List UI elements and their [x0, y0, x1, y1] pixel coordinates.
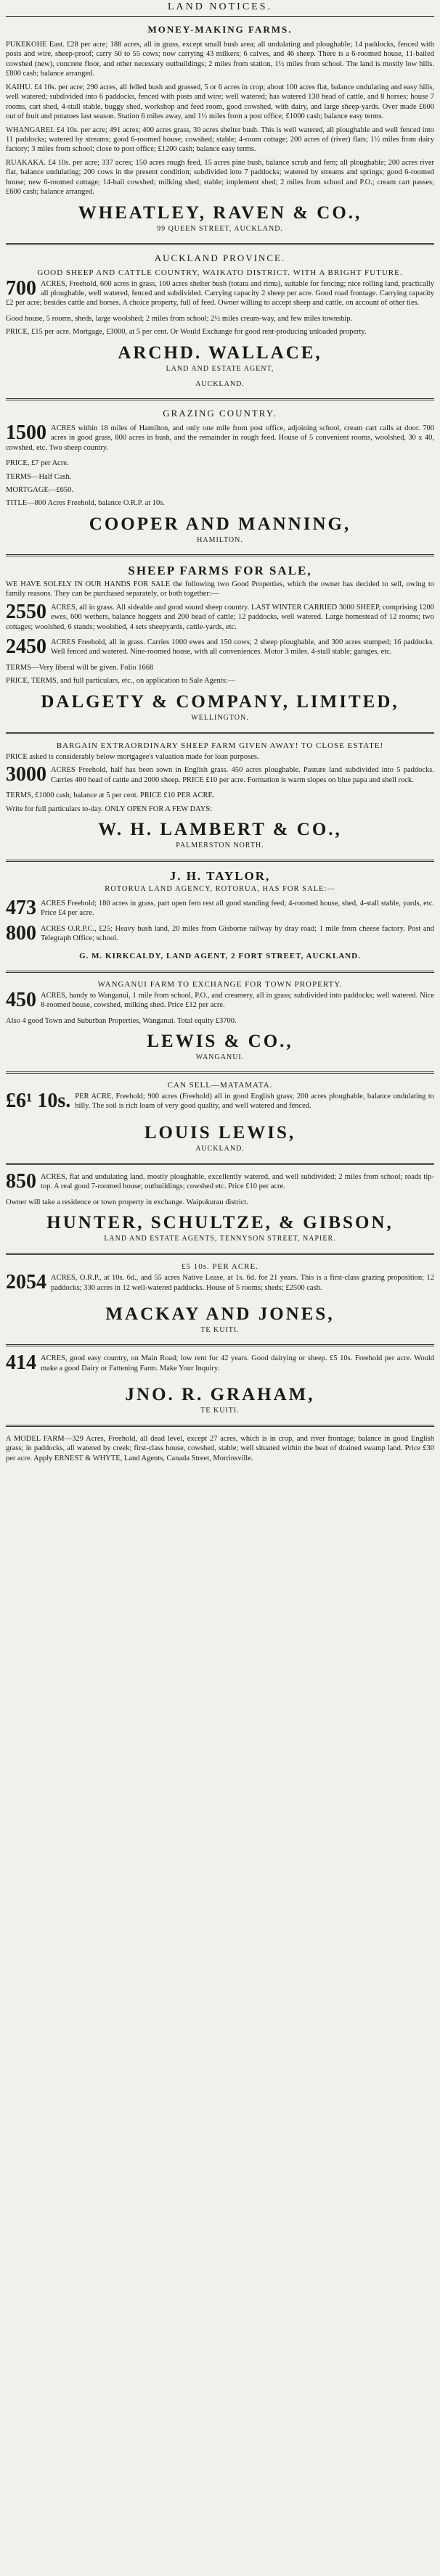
agent-name: COOPER AND MANNING,	[89, 514, 351, 534]
listing-text: Good house, 5 rooms, sheds, large woolshed; 2 miles from school; 2½ miles cream-way, and few miles township.	[6, 314, 353, 323]
footer-text: PRICE, TERMS, and full particulars, etc., on application to Sale Agents:—	[6, 677, 236, 686]
write-text: Write for full particulars to-day. ONLY OPEN FOR A FEW DAYS:	[6, 805, 213, 813]
divider	[6, 1071, 434, 1074]
ad-auckland-province	[6, 252, 434, 388]
listing-text: RUAKAKA. £4 10s. per acre; 337 acres; 150 acres rough feed, 15 acres pine bush, balance scrub and fern; all ploughable; 200 acres river flat, balance undulating; 200 cows in the present condition; subdivided into 7 paddocks; watered by streams and springs; good 6-roomed house; new 6-roomed cottage; 14-bail cowshed; milking shed; stable; implement shed; 2 miles from school and P.O.; cream cart passes; £600 cash; balance arranged.	[6, 158, 434, 197]
agent-location: AUCKLAND.	[195, 1144, 245, 1153]
header-title: LAND NOTICES.	[168, 1, 272, 12]
listing-text: PUKEKOHE East. £28 per acre; 188 acres, all in grass, except small bush area; all undulating and ploughable; 14 paddocks, fenced with posts and wire, sheep-proof; carry 50 to 55 cows; now carrying 43 milkers; 6 calves, and 46 sheep. There is a 6-roomed house, 11-bailed cowshed (new), concrete floor, and other necessary outbuildings; 2 miles from station, 1½ miles from school. The land is mostly low hills. £800 cash; balance arranged.	[6, 41, 434, 78]
section-title: GRAZING COUNTRY.	[163, 407, 277, 419]
listing-text: KAIHU. £4 10s. per acre; 290 acres, all felled bush and grassed, 5 or 6 acres in crop; about 100 acres flat, balance undulating and easy hills, well watered; subdivided into 6 paddocks, fenced with posts and wire; well watered; has watered 130 head of cattle, and 8 horses; house 7 rooms, cart shed, 4-stall stable, buggy shed, workshop and feed room, good cowshed, with dairy, and large sheep-yards. Over made £600 out of fruit and potatoes last season. Station 6 miles away, and 1½ miles from a post office; £1000 cash; balance easy terms.	[6, 83, 434, 121]
listing-text: ACRES, O.R.P., at 10s. 6d., and 55 acres Native Lease, at 1s. 6d. for 21 years. This is a first-class grazing proposition; 12 paddocks; 330 acres in 12 well-watered paddocks. House of 5 rooms; sheds; £2500 cash.	[51, 1274, 434, 1292]
intro-text: WE HAVE SOLELY IN OUR HANDS FOR SALE the following two Good Properties, which the owner has decided to sell, owing to family reasons. They can be purchased separately, or both together:—	[6, 580, 434, 598]
divider	[6, 1253, 434, 1255]
divider	[6, 971, 434, 973]
listing-text: ACRES, good easy country, on Main Road; low rent for 42 years. Good dairying or sheep. £5 10s. Freehold per acre. Would make a good Dairy or Fattening Farm. Make Your Inquiry.	[41, 1354, 434, 1373]
acreage-number: 3000	[6, 763, 46, 786]
section-title: £5 10s. PER ACRE.	[182, 1262, 258, 1272]
acreage-number: 2450	[6, 635, 46, 658]
section-title: MONEY-MAKING FARMS.	[147, 24, 293, 35]
title-text: TITLE—800 Acres Freehold, balance O.R.P. at 10s.	[6, 499, 165, 508]
divider	[6, 860, 434, 862]
acreage-number: 450	[6, 988, 36, 1011]
agent-name: MACKAY AND JONES,	[105, 1304, 335, 1325]
agent-location: WANGANUI.	[195, 1053, 245, 1061]
listing-text: ACRES O.R.P.C., £25; Heavy bush land, 20 miles from Gisborne railway by dray road; 1 mile from cheese factory. Post and Telegraph Office; school.	[41, 924, 434, 943]
agent-name: LEWIS & CO.,	[147, 1032, 293, 1051]
ad-te-kuiti-1	[6, 1262, 434, 1334]
agent-location: HAMILTON.	[197, 535, 243, 544]
agent-name: LOUIS LEWIS,	[144, 1122, 296, 1143]
section-subtitle: GOOD SHEEP AND CATTLE COUNTRY, WAIKATO DISTRICT. WITH A BRIGHT FUTURE.	[37, 268, 403, 277]
ad-bargain	[6, 741, 434, 849]
listing-text: ACRES Freehold; 180 acres in grass, part open fern rest all good standing feed; 4-roomed house, shed, 4-stall stable, yards, etc. Price £4 per acre.	[41, 899, 434, 918]
agent-location: WELLINGTON.	[191, 713, 249, 722]
section-title: WANGANUI FARM TO EXCHANGE FOR TOWN PROPERTY.	[97, 979, 343, 989]
ad-matamata	[6, 1081, 434, 1153]
listing-text: ACRES, all in grass. All sideable and good sound sheep country. LAST WINTER CARRIED 3000 SHEEP, comprising 1200 ewes, 600 wethers, balance hoggets and 200 head of cattle; 12 paddocks, well watered. Large homestead of 12 rooms; two cottages; woolshed, 6 stands; woolshed, 4 sets sheepyards, cattle-yards, etc.	[6, 603, 434, 631]
agent-name: HUNTER, SCHULTZE, & GIBSON,	[46, 1213, 394, 1233]
listing-text: ACRES, handy to Wanganui, 1 mile from school, P.O., and creamery, all in grass; subdivided into paddocks; well watered. Nice 8-roomed house, cowshed, milking shed. Price £12 per acre.	[41, 991, 434, 1010]
agent-subtitle: ROTORUA LAND AGENCY, ROTORUA, HAS FOR SALE:—	[105, 884, 335, 893]
divider	[6, 398, 434, 400]
agent-name: WHEATLEY, RAVEN & CO.,	[78, 202, 362, 223]
listing-text: ACRES, flat and undulating land, mostly ploughable, excellently watered, and well subdivided; 2 miles from school; roads tip-top. A real good 7-roomed house; outbuildings; cowshed etc. Price £10 per acre.	[41, 1172, 434, 1191]
acreage-number: 2054	[6, 1271, 46, 1294]
acreage-number: 700	[6, 276, 36, 300]
acreage-number: 2550	[6, 600, 46, 623]
agent-name: DALGETY & COMPANY, LIMITED,	[41, 691, 399, 712]
divider	[6, 243, 434, 245]
agent-line: G. M. KIRKCALDY, LAND AGENT, 2 FORT STREET, AUCKLAND.	[79, 951, 361, 960]
terms-text: TERMS, £1000 cash; balance at 5 per cent. PRICE £10 PER ACRE.	[6, 791, 215, 800]
listing-text: Owner will take a residence or town property in exchange. Waipukurau district.	[6, 1198, 248, 1206]
divider	[6, 554, 434, 556]
acreage-number: 473	[6, 896, 36, 919]
ad-te-kuiti-2	[6, 1351, 434, 1415]
agent-subtitle: LAND AND ESTATE AGENT,	[166, 364, 274, 373]
agent-location: TE KUITI.	[200, 1326, 240, 1335]
terms-text: TERMS—Very liberal will be given. Folio 1668	[6, 663, 154, 672]
listing-text: ACRES within 18 miles of Hamilton, and only one mile from post office, adjoining school, cream cart calls at door. 700 acres in good grass, 800 acres in bush, and the remainder in rough feed. House of 5 convenient rooms, woolshed, 30 x 40, cowshed, etc. Two sheep country.	[6, 424, 434, 452]
listing-text: WHANGAREI. £4 10s. per acre; 491 acres; 400 acres grass, 30 acres shelter bush. This is well watered, all ploughable and well fenced into 11 paddocks; watered by streams; good 6-roomed house; cowshed; stable; 4-room cottage; 200 acres of (river) flats; 1½ miles from dairy factory; 3 miles from school; close to post office; £1200 cash; balance easy terms.	[6, 125, 434, 154]
listing-text: PRICE asked is considerably below mortgagee's valuation made for loan purposes.	[6, 752, 259, 761]
acreage-number: 800	[6, 921, 36, 945]
agent-name: ARCHD. WALLACE,	[118, 342, 322, 363]
listing-text: ACRES Freehold, half has been sown in English grass. 450 acres ploughable. Pasture land subdivided into 5 paddocks. Carries 400 head of cattle and 2000 sheep. PRICE £10 per acre. Formation is warm slopes on blue papa and shell rock.	[51, 766, 434, 784]
ad-model-farm	[6, 1434, 434, 1463]
price-text: PRICE, £7 per Acre.	[6, 459, 69, 468]
ad-grazing-country	[6, 408, 434, 544]
section-title: BARGAIN EXTRAORDINARY SHEEP FARM GIVEN AWAY! TO CLOSE ESTATE!	[56, 741, 384, 750]
ad-money-making-farms	[6, 24, 434, 233]
section-title: SHEEP FARMS FOR SALE,	[128, 563, 312, 577]
ad-napier	[6, 1169, 434, 1243]
ad-wanganui	[6, 980, 434, 1061]
divider	[6, 732, 434, 734]
acreage-number: 414	[6, 1351, 36, 1375]
agent-location: TE KUITI.	[200, 1406, 240, 1415]
agent-name: J. H. TAYLOR,	[169, 868, 271, 883]
divider	[6, 16, 434, 17]
listing-text: ACRES, Freehold, 600 acres in grass, 100 acres shelter bush (totara and rimu), suitable for fencing; nice rolling land, practically all ploughable, well watered, fenced and subdivided. Carrying capacity 2 sheep per acre. Good road frontage. Carrying capacity £2 per acre; besides cattle and horses. A choice property, full of feed. Owner willing to accept sheep and cattle, on account of other ties.	[6, 279, 434, 308]
listing-text: A MODEL FARM—329 Acres, Freehold, all dead level, except 27 acres, which is in crop, and river frontage; balance in good English grass; in paddocks, all watered by creek; first-class house, cowshed, stable; well situated within the beat of drained swamp land. Price £30 per acre. Apply ERNEST & WHYTE, Land Agents, Canada Street, Morrinsville.	[6, 1434, 434, 1462]
agent-name: W. H. LAMBERT & CO.,	[98, 819, 342, 839]
section-title: CAN SELL—MATAMATA.	[167, 1081, 273, 1090]
acreage-number: 850	[6, 1169, 36, 1193]
terms-text: TERMS—Half Cash.	[6, 472, 72, 481]
acreage-number: £6¹ 10s.	[6, 1090, 71, 1112]
agent-subtitle: LAND AND ESTATE AGENTS, TENNYSON STREET, NAPIER.	[104, 1235, 336, 1243]
divider	[6, 1344, 434, 1346]
agent-location: PALMERSTON NORTH.	[176, 841, 264, 849]
section-title: AUCKLAND PROVINCE.	[154, 252, 286, 263]
acreage-number: 1500	[6, 421, 46, 444]
divider	[6, 1425, 434, 1427]
agent-location: AUCKLAND.	[195, 379, 245, 388]
mortgage-text: MORTGAGE—£650.	[6, 485, 73, 494]
agent-address: 99 QUEEN STREET, AUCKLAND.	[157, 224, 283, 233]
ad-sheep-farms-for-sale	[6, 564, 434, 722]
agent-name: JNO. R. GRAHAM,	[125, 1384, 315, 1404]
listing-text: Also 4 good Town and Suburban Properties, Wanganui. Total equity £3700.	[6, 1016, 237, 1025]
ad-taylor	[6, 869, 434, 960]
listing-text: PER ACRE, Freehold; 900 acres (Freehold) all in good English grass; 200 acres ploughable, balance undulating to hilly. The soil is rich loam of very good quality, and well watered and fenced.	[75, 1092, 434, 1111]
price-text: PRICE, £15 per acre. Mortgage, £3000, at 5 per cent. Or Would Exchange for good rent-producing unloaded property.	[6, 328, 367, 337]
divider	[6, 1163, 434, 1165]
listing-text: ACRES Freehold, all in grass. Carries 1000 ewes and 150 cows; 2 sheep ploughable, and 300 acres stumped; 16 paddocks. Well fenced and watered. Nine-roomed house, with all conveniences. Motor 3 miles. 4-stall stable; garages, etc.	[51, 638, 434, 657]
